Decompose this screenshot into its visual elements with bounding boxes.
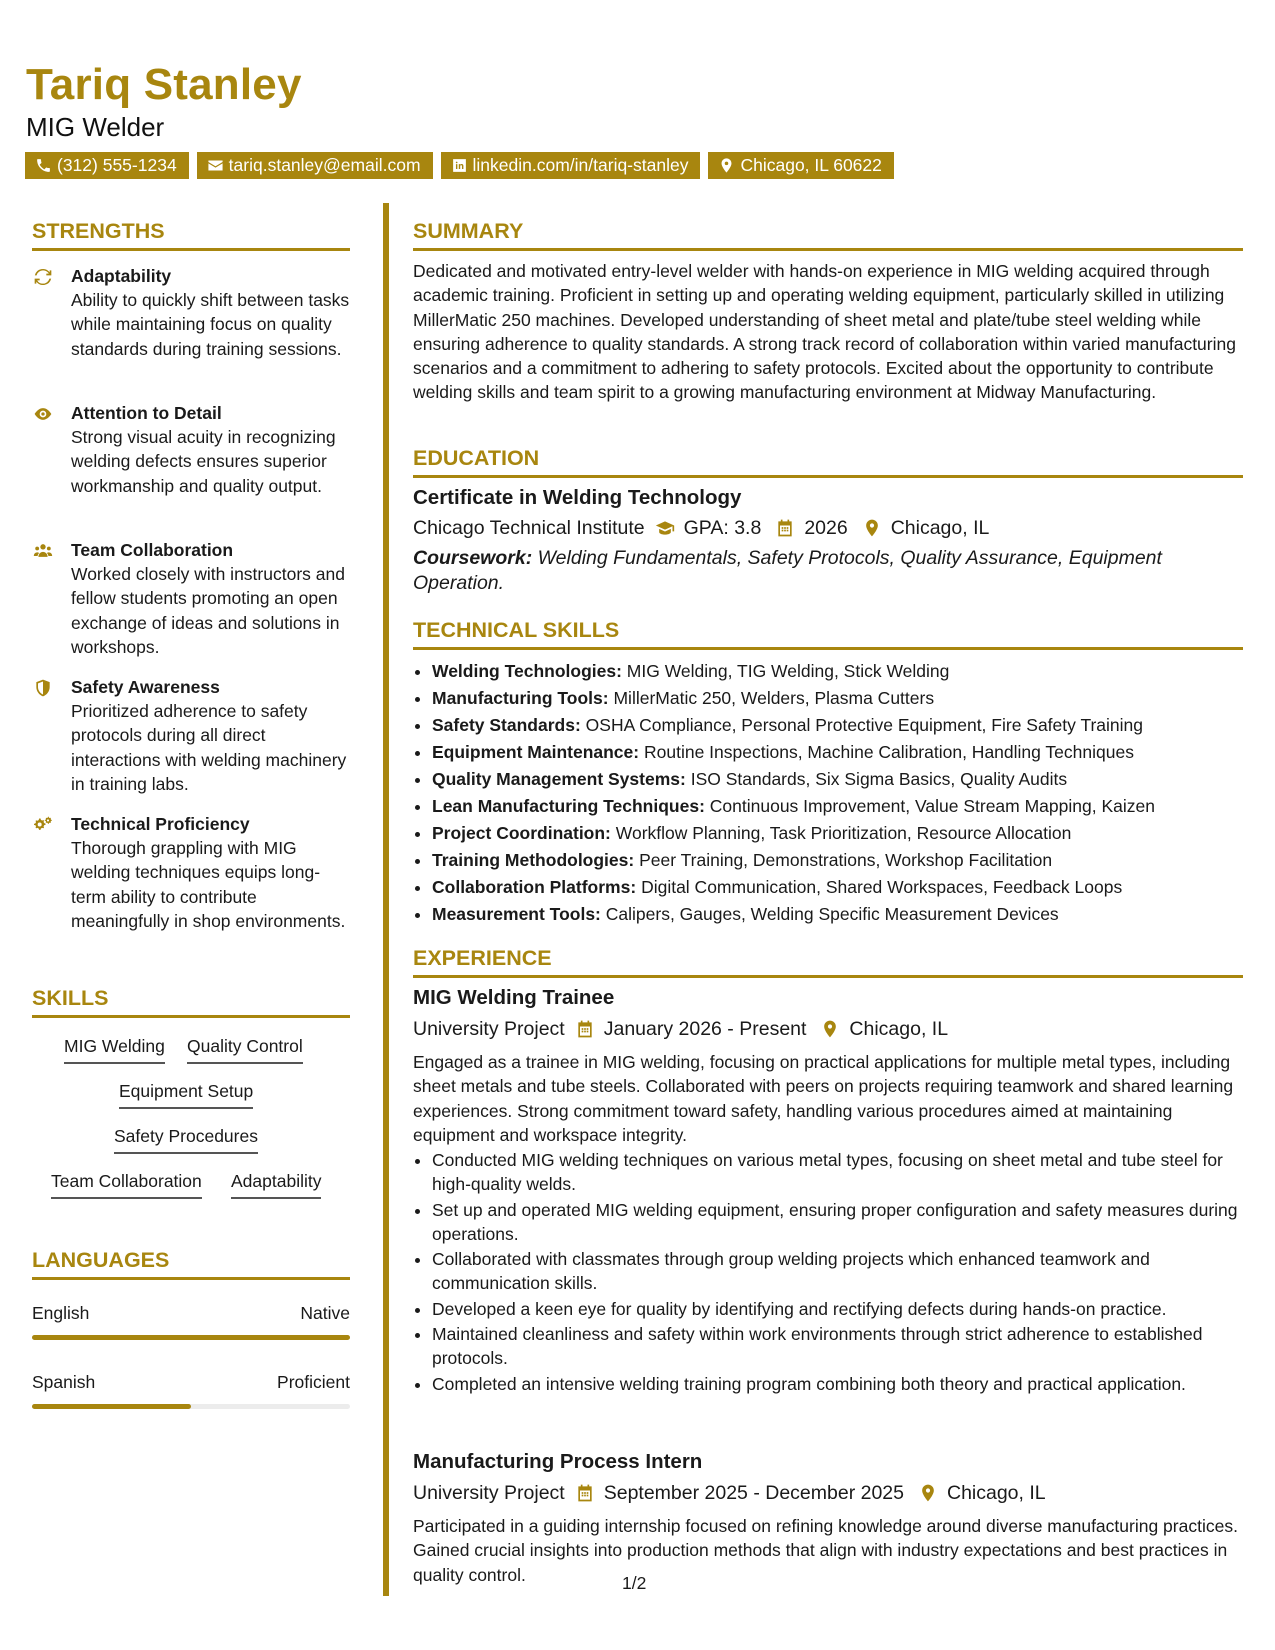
education-location: Chicago, IL: [890, 517, 990, 539]
language-name: English: [32, 1303, 90, 1323]
education-coursework: [413, 546, 1243, 595]
technical-skills-rule: [413, 647, 1243, 650]
education-gpa: GPA: 3.8: [683, 517, 762, 539]
skill-values: ISO Standards, Six Sigma Basics, Quality Audits: [690, 768, 1068, 789]
summary-heading: SUMMARY: [413, 219, 524, 243]
strength-desc: Ability to quickly shift between tasks while maintaining focus on quality standards during training sessions.: [71, 290, 350, 359]
list-item: [432, 902, 1262, 926]
education-location-group: [862, 515, 990, 541]
summary-rule: [413, 248, 1243, 251]
technical-skills-heading: TECHNICAL SKILLS: [413, 618, 620, 642]
gears-icon: [32, 815, 56, 837]
strength-desc: Strong visual acuity in recognizing welding defects ensures superior workmanship and quality output.: [71, 427, 336, 496]
list-item: • Collaborated with classmates through group welding projects which enhanced teamwork and communication skills.: [432, 1247, 1262, 1296]
skill-category: Quality Management Systems:: [432, 768, 686, 789]
job-bullets: [413, 1148, 1262, 1397]
job-meta: [413, 1016, 952, 1042]
coursework-text: Welding Fundamentals, Safety Protocols, Quality Assurance, Equipment Operation.: [413, 547, 1162, 594]
contact-phone[interactable]: [25, 152, 189, 179]
skill-values: Continuous Improvement, Value Stream Mapping, Kaizen: [709, 795, 1155, 816]
job-dates-group: [575, 1480, 904, 1506]
skill-values: Routine Inspections, Machine Calibration, Handling Techniques: [643, 741, 1134, 762]
contact-location-text: Chicago, IL 60622: [740, 155, 882, 175]
coursework-label: Coursework:: [413, 547, 533, 569]
contact-phone-text: (312) 555-1234: [57, 155, 177, 175]
job-title: Manufacturing Process Intern: [413, 1450, 703, 1473]
location-pin-icon: [820, 1019, 840, 1039]
job-location: Chicago, IL: [946, 1482, 1046, 1504]
skills-heading: SKILLS: [32, 986, 109, 1010]
language-level: Native: [300, 1303, 350, 1323]
contact-email-text: tariq.stanley@email.com: [228, 155, 421, 175]
summary-text: Dedicated and motivated entry-level welder with hands-on experience in MIG welding acquired through academic training. Proficient in setting up and operating welding equipment, particularly skilled in utilizing MillerMatic 250 machines. Developed understanding of sheet metal and plate/tube steel welding while ensuring adherence to quality standards. A strong track record of collaboration within varied manufacturing scenarios and a commitment to adhering to safety protocols. Excited about the opportunity to contribute welding skills and team spirit to a growing manufacturing environment at Midway Manufacturing.: [413, 261, 1236, 403]
skill-tag: Adaptability: [231, 1169, 321, 1199]
skill-category: Welding Technologies:: [432, 661, 622, 681]
skill-values: OSHA Compliance, Personal Protective Equipment, Fire Safety Training: [585, 714, 1144, 735]
list-item: • Completed an intensive welding training program combining both theory and practical application.: [432, 1372, 1262, 1396]
refresh-icon: [32, 267, 56, 289]
language-bar-fill: [32, 1404, 191, 1409]
skill-category: Training Methodologies:: [432, 849, 635, 870]
list-item: [432, 740, 1262, 764]
list-item: • Developed a keen eye for quality by identifying and rectifying defects during hands-on practice.: [432, 1297, 1262, 1321]
language-name: Spanish: [32, 1372, 96, 1392]
strength-desc: Worked closely with instructors and fellow students promoting an open exchange of ideas and solutions in workshops.: [71, 564, 345, 657]
skill-category: Manufacturing Tools:: [432, 687, 609, 708]
list-item: • Conducted MIG welding techniques on various metal types, focusing on sheet metal and tube steel for high-quality welds.: [432, 1148, 1262, 1197]
list-item: [432, 713, 1262, 737]
language-bar: [32, 1335, 350, 1340]
skill-values: Calipers, Gauges, Welding Specific Measurement Devices: [605, 903, 1059, 924]
list-item: [432, 794, 1262, 818]
education-year: 2026: [804, 517, 848, 539]
skill-values: MIG Welding, TIG Welding, Stick Welding: [626, 661, 950, 681]
languages-rule: [32, 1277, 350, 1280]
job-title: MIG Welder: [26, 112, 165, 142]
graduation-cap-icon: [655, 518, 675, 538]
strength-desc: Prioritized adherence to safety protocols during all direct interactions with welding machinery in training labs.: [71, 701, 347, 794]
skill-values: Digital Communication, Shared Workspaces, Feedback Loops: [641, 876, 1123, 897]
job-dates-group: [575, 1016, 807, 1042]
strength-title: Technical Proficiency: [71, 814, 250, 834]
experience-rule: [413, 975, 1243, 978]
shield-icon: [32, 678, 56, 700]
strength-item: [32, 264, 352, 361]
skill-tag: MIG Welding: [64, 1034, 165, 1064]
strength-desc: Thorough grappling with MIG welding techniques equips long-term ability to contribute meaningfully in shop environments.: [71, 838, 346, 931]
job-org: University Project: [413, 1018, 565, 1040]
education-rule: [413, 475, 1243, 478]
calendar-icon: [575, 1019, 595, 1039]
skill-category: Collaboration Platforms:: [432, 876, 637, 897]
strength-item: [32, 538, 352, 659]
contact-linkedin-text: linkedin.com/in/tariq-stanley: [472, 155, 689, 175]
education-school: Chicago Technical Institute: [413, 517, 645, 539]
skills-rule: [32, 1015, 350, 1018]
phone-icon: [35, 157, 52, 174]
list-item: [432, 686, 1262, 710]
education-year-group: [775, 515, 847, 541]
contact-linkedin[interactable]: [441, 152, 701, 179]
strengths-heading: STRENGTHS: [32, 219, 165, 243]
list-item: [432, 659, 1262, 683]
technical-skills-list: [413, 659, 1262, 929]
strength-title: Attention to Detail: [71, 403, 222, 423]
contact-email[interactable]: [197, 152, 433, 179]
skill-category: Safety Standards:: [432, 714, 581, 735]
calendar-icon: [575, 1483, 595, 1503]
strength-item: [32, 812, 352, 933]
location-pin-icon: [918, 1483, 938, 1503]
list-item: [432, 821, 1262, 845]
list-item: [432, 767, 1262, 791]
language-bar: [32, 1404, 350, 1409]
strength-title: Safety Awareness: [71, 677, 220, 697]
job-meta: [413, 1480, 1050, 1506]
strengths-rule: [32, 248, 350, 251]
linkedin-icon: [451, 157, 468, 174]
list-item: [432, 875, 1262, 899]
language-bar-fill: [32, 1335, 350, 1340]
envelope-icon: [207, 157, 224, 174]
job-dates: January 2026 - Present: [603, 1018, 807, 1040]
page-number: 1/2: [622, 1573, 647, 1593]
job-description: Participated in a guiding internship focused on refining knowledge around diverse manufacturing practices. Gained crucial insights into production methods that align with industry expectations and best practices in quality control.: [413, 1516, 1238, 1585]
strength-title: Adaptability: [71, 266, 172, 286]
users-icon: [32, 541, 56, 563]
column-divider: [383, 203, 389, 1596]
calendar-icon: [775, 518, 795, 538]
list-item: • Maintained cleanliness and safety within work environments through strict adherence to established protocols.: [432, 1322, 1262, 1371]
education-degree: Certificate in Welding Technology: [413, 486, 742, 509]
contact-location: [708, 152, 893, 179]
job-org: University Project: [413, 1482, 565, 1504]
language-level: Proficient: [277, 1372, 350, 1392]
skill-category: Project Coordination:: [432, 822, 611, 843]
skill-values: Peer Training, Demonstrations, Workshop Facilitation: [639, 849, 1053, 870]
job-location-group: [820, 1016, 948, 1042]
list-item: [432, 848, 1262, 872]
job-dates: September 2025 - December 2025: [603, 1482, 904, 1504]
contact-bar: [25, 152, 894, 179]
list-item: • Set up and operated MIG welding equipment, ensuring proper configuration and safety measures during operations.: [432, 1198, 1262, 1247]
job-description: Engaged as a trainee in MIG welding, focusing on practical applications for multiple metal types, including sheet metals and tube steels. Collaborated with peers on projects requiring teamwork and shared learning experiences. Strong commitment toward safety, handling various procedures aimed at maintaining equipment and workspace integrity.: [413, 1052, 1234, 1145]
skill-category: Equipment Maintenance:: [432, 741, 640, 762]
education-heading: EDUCATION: [413, 446, 540, 470]
skill-category: Lean Manufacturing Techniques:: [432, 795, 705, 816]
skill-values: Workflow Planning, Task Prioritization, Resource Allocation: [615, 822, 1072, 843]
skill-tag: Safety Procedures: [114, 1124, 258, 1154]
location-pin-icon: [862, 518, 882, 538]
candidate-name: Tariq Stanley: [26, 60, 302, 109]
education-gpa-group: [655, 515, 762, 541]
skill-category: Measurement Tools:: [432, 903, 601, 924]
skill-tag: Team Collaboration: [51, 1169, 202, 1199]
job-location-group: [918, 1480, 1046, 1506]
education-meta: [413, 515, 993, 541]
eye-icon: [32, 404, 56, 426]
strength-title: Team Collaboration: [71, 540, 234, 560]
experience-heading: EXPERIENCE: [413, 946, 552, 970]
location-pin-icon: [718, 157, 735, 174]
strength-item: [32, 401, 352, 498]
languages-heading: LANGUAGES: [32, 1248, 170, 1272]
job-title: MIG Welding Trainee: [413, 986, 615, 1009]
skill-tag: Quality Control: [187, 1034, 303, 1064]
skill-tag: Equipment Setup: [119, 1079, 253, 1109]
skill-values: MillerMatic 250, Welders, Plasma Cutters: [613, 687, 935, 708]
job-location: Chicago, IL: [849, 1018, 949, 1040]
strength-item: [32, 675, 352, 796]
